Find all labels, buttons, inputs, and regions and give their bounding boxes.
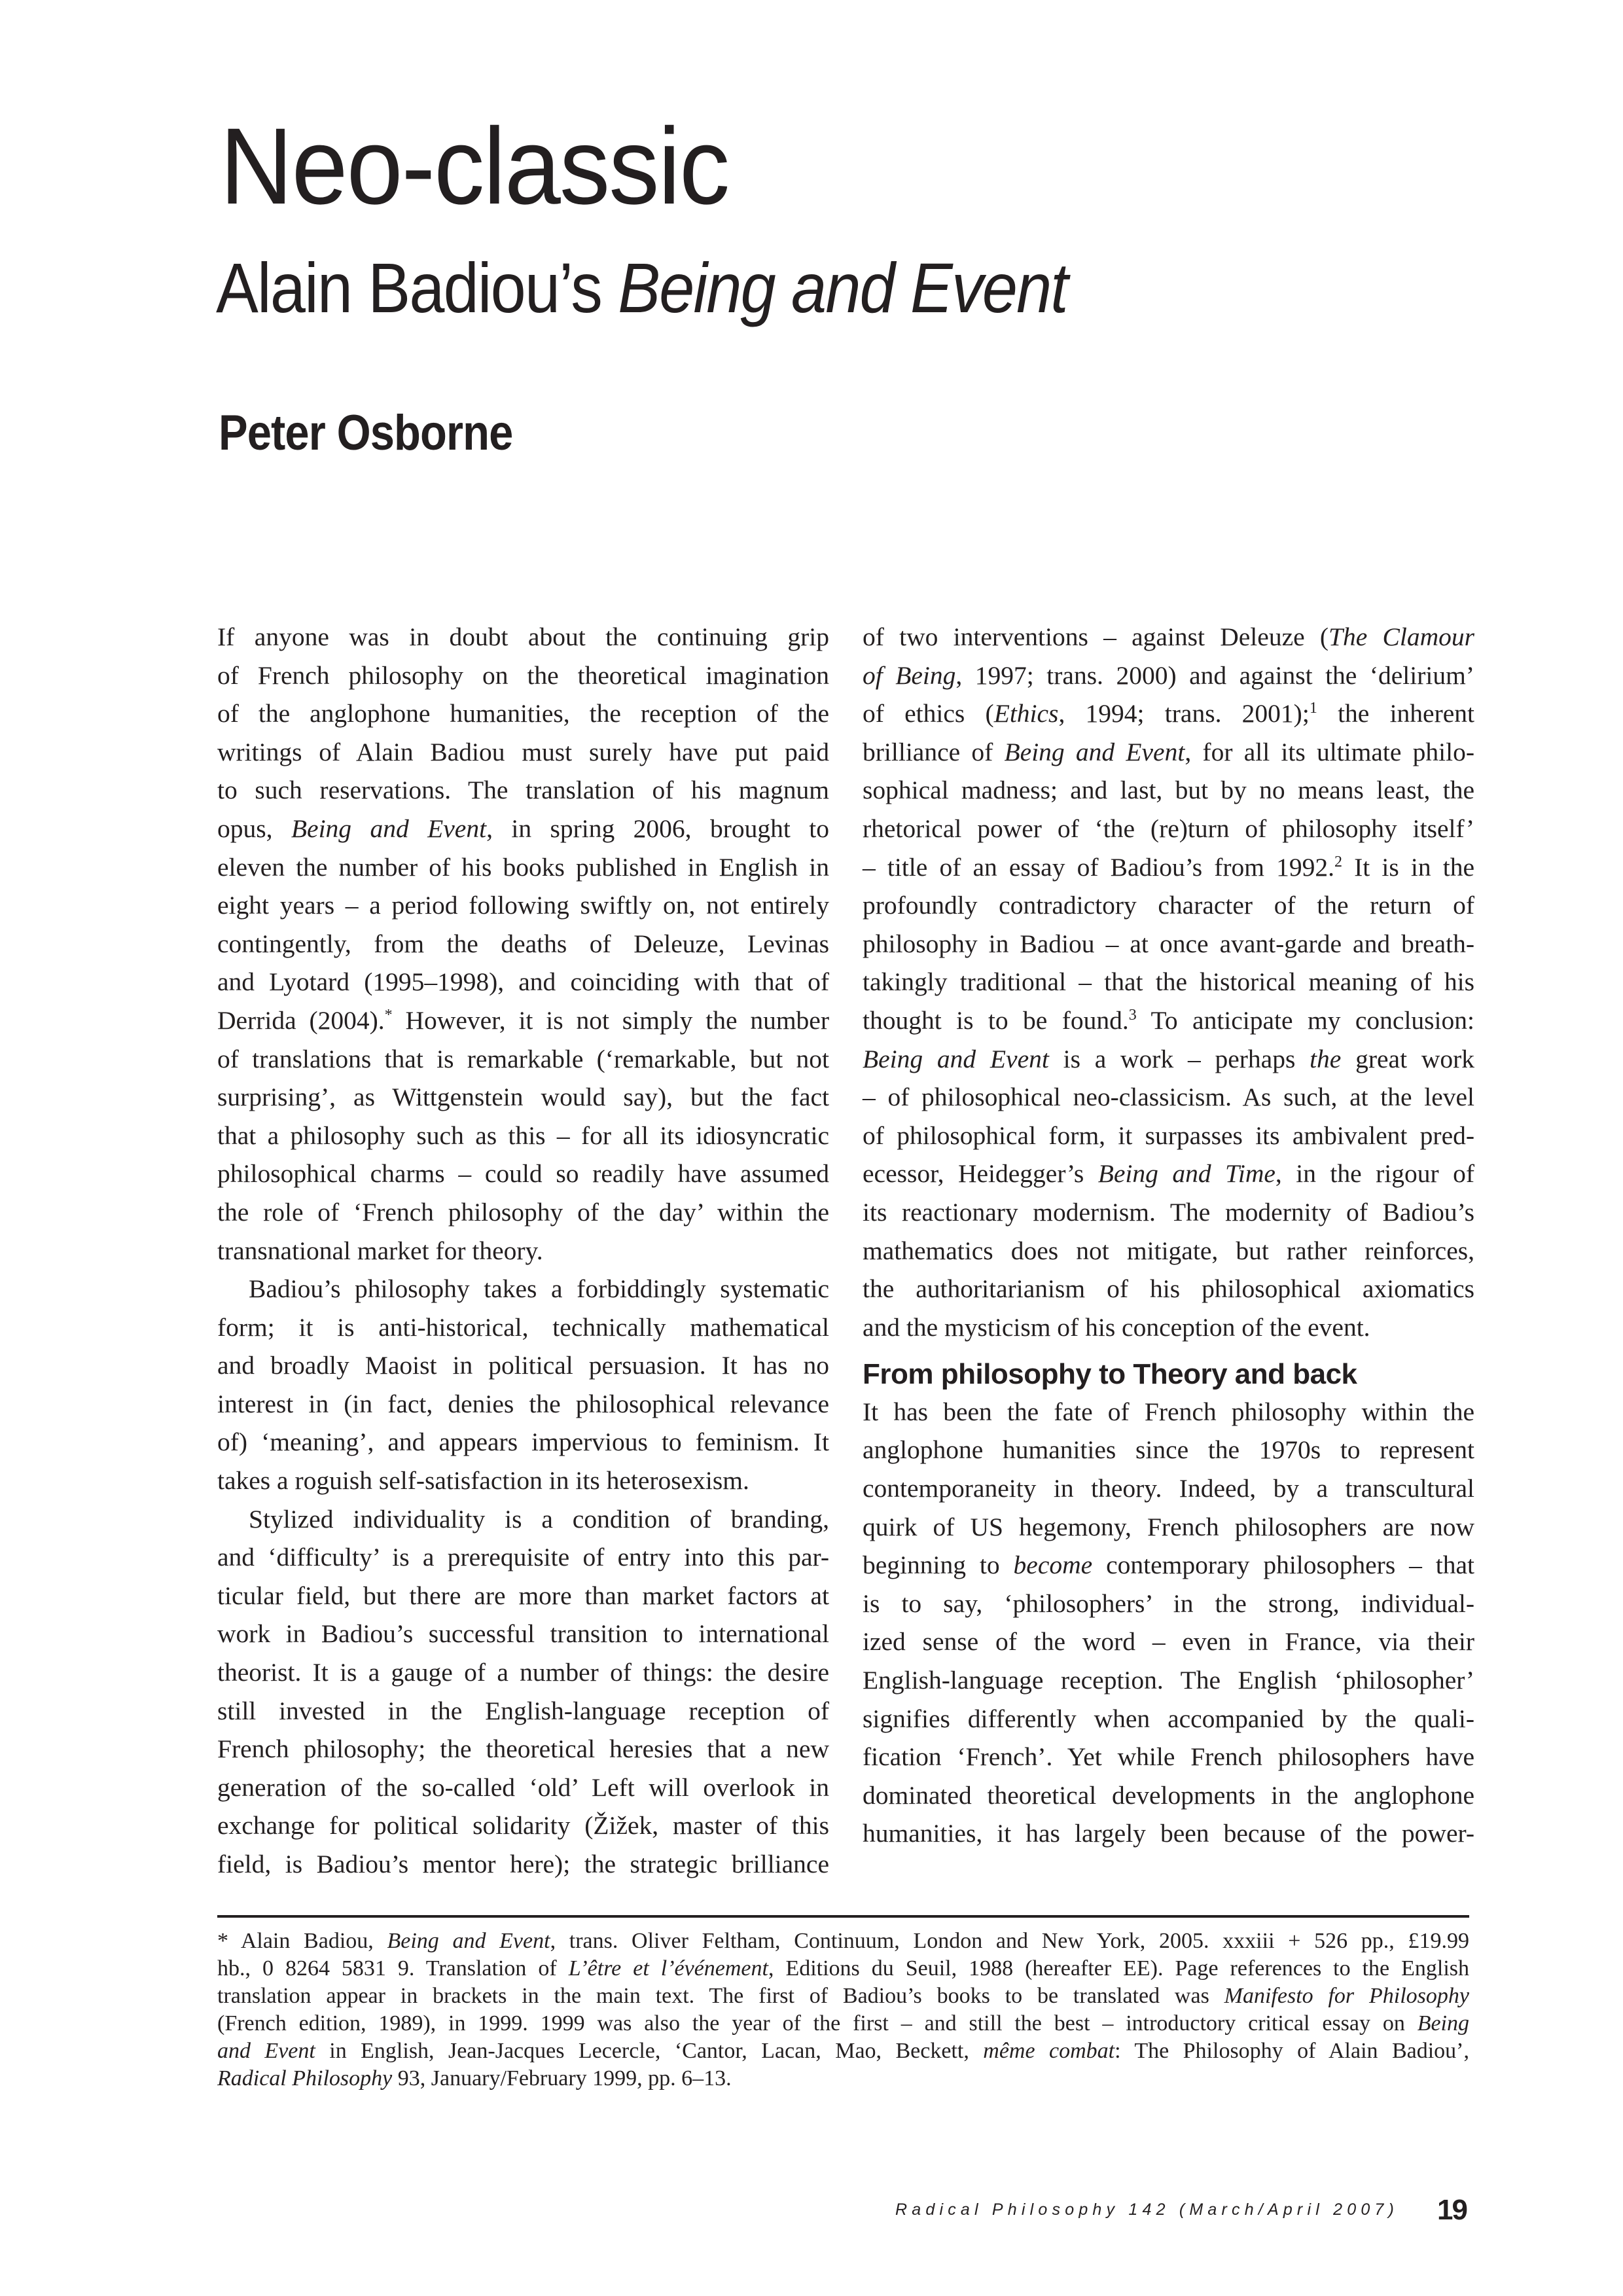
text-run: (French edition, 1989), in 1999. 1999 was also the year of the first – and still the best – introductory critical essay on xyxy=(217,2011,1418,2036)
text-line xyxy=(863,694,1474,733)
text-line xyxy=(217,1117,829,1155)
text-run: profoundly contradictory character of the return of xyxy=(863,891,1474,920)
text-run: contemporaneity in theory. Indeed, by a transcultural xyxy=(863,1474,1474,1503)
text-run: interest in (in fact, denies the philosophical relevance xyxy=(217,1389,829,1418)
article-title: Neo-classic xyxy=(220,106,729,227)
text-run: French philosophy; the theoretical heresies that a new xyxy=(217,1734,829,1764)
text-line xyxy=(217,2037,1469,2065)
text-line xyxy=(863,618,1474,656)
text-line xyxy=(217,1423,829,1462)
text-line xyxy=(217,1768,829,1807)
text-line xyxy=(217,2010,1469,2037)
italic-text: Being and Event xyxy=(291,814,487,843)
text-run: of philosophical form, it surpasses its ambivalent pred- xyxy=(863,1121,1474,1150)
text-run: and the mysticism of his conception of the event. xyxy=(863,1312,1370,1342)
text-run: theorist. It is a gauge of a number of things: the desire xyxy=(217,1658,829,1687)
text-line xyxy=(217,1155,829,1193)
text-run: and Lyotard (1995–1998), and coinciding with that of xyxy=(217,967,829,997)
text-run: , trans. Oliver Feltham, Continuum, London and New York, 2005. xxxiii + 526 pp., £19.99 xyxy=(550,1929,1469,1953)
text-line xyxy=(217,1806,829,1845)
text-line xyxy=(863,1546,1474,1585)
text-line xyxy=(217,1538,829,1577)
text-run: Stylized individuality is a condition of branding, xyxy=(249,1504,829,1534)
text-line xyxy=(217,925,829,963)
text-line xyxy=(863,1393,1474,1431)
text-line xyxy=(863,1117,1474,1155)
text-line xyxy=(863,1078,1474,1117)
footnote-reference[interactable]: 2 xyxy=(1334,853,1342,870)
text-line xyxy=(863,1776,1474,1815)
article-subtitle xyxy=(216,249,1067,327)
text-line xyxy=(217,1955,1469,1982)
text-run: takingly traditional – that the historical meaning of his xyxy=(863,967,1474,997)
text-line xyxy=(217,1040,829,1079)
body-column-left xyxy=(217,618,829,1884)
text-run: signifies differently when accompanied by the quali- xyxy=(863,1704,1474,1733)
text-run: It is in the xyxy=(1342,852,1474,882)
text-run: opus, xyxy=(217,814,291,843)
text-run: 93, January/February 1999, pp. 6–13. xyxy=(392,2066,732,2090)
text-run: form; it is anti-historical, technically mathematical xyxy=(217,1312,829,1342)
text-run: and ‘difficulty’ is a prerequisite of entry into this par- xyxy=(217,1543,829,1572)
text-line xyxy=(863,1700,1474,1738)
text-line xyxy=(217,1346,829,1385)
text-run: philosophy in Badiou – at once avant-garde and breath- xyxy=(863,929,1474,958)
text-run: of French philosophy on the theoretical imagination xyxy=(217,660,829,690)
text-line xyxy=(217,1385,829,1424)
text-line xyxy=(217,771,829,810)
text-run: contingently, from the deaths of Deleuze, Levinas xyxy=(217,929,829,958)
text-run: takes a roguish self-satisfaction in its heterosexism. xyxy=(217,1466,749,1496)
text-run: great work xyxy=(1341,1044,1474,1073)
text-run: still invested in the English-language reception of xyxy=(217,1696,829,1725)
subtitle-book-title: Being and Event xyxy=(618,248,1067,327)
author-byline: Peter Osborne xyxy=(219,405,513,461)
text-run: exchange for political solidarity (Žižek, master of this xyxy=(217,1811,829,1840)
text-run: of translations that is remarkable (‘remarkable, but not xyxy=(217,1044,829,1073)
text-line xyxy=(217,2065,1469,2092)
text-line xyxy=(863,848,1474,887)
text-run: : The Philosophy of Alain Badiou’, xyxy=(1115,2039,1470,2063)
text-line xyxy=(217,1232,829,1270)
text-line xyxy=(217,1577,829,1615)
text-run: is a work – perhaps xyxy=(1048,1044,1310,1073)
text-run: , Editions du Seuil, 1988 (hereafter EE). Page references to the English xyxy=(768,1956,1470,1981)
text-line xyxy=(217,886,829,925)
text-run: Derrida (2004). xyxy=(217,1005,385,1035)
text-run: English-language reception. The English ‘philosopher’ xyxy=(863,1666,1474,1695)
text-line xyxy=(217,1462,829,1500)
text-run: surprising’, as Wittgenstein would say), but the fact xyxy=(217,1083,829,1112)
text-line xyxy=(217,656,829,695)
text-run: dominated theoretical developments in the anglophone xyxy=(863,1780,1474,1810)
text-line xyxy=(217,1982,1469,2010)
text-line xyxy=(863,1469,1474,1508)
text-run: work in Badiou’s successful transition to international xyxy=(217,1619,829,1649)
text-line xyxy=(217,963,829,1001)
text-line xyxy=(217,1615,829,1653)
text-run: the authoritarianism of his philosophical axiomatics xyxy=(863,1274,1474,1304)
text-line xyxy=(863,925,1474,963)
running-footer-journal: Radical Philosophy 142 (March/April 2007) xyxy=(895,2200,1399,2219)
italic-text: Radical Philosophy xyxy=(217,2066,393,2090)
text-line xyxy=(217,810,829,848)
text-line xyxy=(217,733,829,772)
subtitle-prefix: Alain Badiou’s xyxy=(216,248,618,327)
footnote-reference[interactable]: * xyxy=(384,1006,393,1024)
text-line xyxy=(863,1308,1474,1347)
text-run: brilliance of xyxy=(863,737,1005,766)
text-run: the inherent xyxy=(1317,699,1474,728)
text-line xyxy=(863,1193,1474,1232)
text-run: It has been the fate of French philosophy within the xyxy=(863,1397,1474,1426)
italic-text: même combat xyxy=(983,2039,1115,2063)
text-run: , in spring 2006, brought to xyxy=(486,814,830,843)
text-run: rhetorical power of ‘the (re)turn of philosophy itself’ xyxy=(863,814,1474,843)
text-run: , 1994; trans. 2001); xyxy=(1058,699,1310,728)
italic-text: L’être et l’événement xyxy=(568,1956,768,1981)
text-line xyxy=(863,810,1474,848)
text-line xyxy=(217,1730,829,1768)
text-run: hb., 0 8264 5831 9. Translation of xyxy=(217,1956,569,1981)
text-line xyxy=(217,1193,829,1232)
text-run: ecessor, Heidegger’s xyxy=(863,1159,1098,1189)
text-run: mathematics does not mitigate, but rather reinforces, xyxy=(863,1236,1474,1265)
italic-text: Manifesto for Philosophy xyxy=(1224,1984,1469,2008)
italic-text: and Event xyxy=(217,2039,315,2063)
text-run: thought is to be found. xyxy=(863,1005,1129,1035)
italic-text: The Clamour xyxy=(1329,622,1474,651)
text-run: – title of an essay of Badiou’s from 1992. xyxy=(863,852,1334,882)
text-run: field, is Badiou’s mentor here); the strategic brilliance xyxy=(217,1850,829,1878)
text-line xyxy=(217,1270,829,1308)
text-line xyxy=(217,1001,829,1040)
body-column-right xyxy=(863,618,1474,1853)
text-run: To anticipate my conclusion: xyxy=(1136,1005,1474,1035)
text-run: ized sense of the word – even in France, via their xyxy=(863,1627,1474,1657)
text-run: writings of Alain Badiou must surely have put paid xyxy=(217,737,829,766)
text-line xyxy=(863,771,1474,810)
text-run: and broadly Maoist in political persuasion. It has no xyxy=(217,1351,829,1380)
text-run: of) ‘meaning’, and appears impervious to feminism. It xyxy=(217,1427,829,1457)
text-line xyxy=(863,963,1474,1001)
text-run: of two interventions – against Deleuze ( xyxy=(863,622,1329,651)
text-line xyxy=(217,1653,829,1692)
italic-text: Being and Event xyxy=(1004,737,1185,766)
text-run: ticular field, but there are more than market factors at xyxy=(217,1581,829,1610)
italic-text: of Being xyxy=(863,660,956,690)
text-line xyxy=(217,1928,1469,1955)
text-run: generation of the so-called ‘old’ Left will overlook in xyxy=(217,1772,829,1802)
text-run: However, it is not simply the number xyxy=(392,1005,829,1035)
text-run: its reactionary modernism. The modernity of Badiou’s xyxy=(863,1197,1474,1227)
text-line xyxy=(863,733,1474,772)
text-line xyxy=(863,1270,1474,1308)
text-run: philosophical charms – could so readily have assumed xyxy=(217,1159,829,1189)
text-run: Badiou’s philosophy takes a forbiddingly systematic xyxy=(249,1274,829,1304)
footnote-reference[interactable]: 1 xyxy=(1309,700,1317,717)
text-run: to such reservations. The translation of his magnum xyxy=(217,776,829,805)
text-run: the role of ‘French philosophy of the day’ within the xyxy=(217,1197,829,1227)
text-line xyxy=(217,848,829,887)
italic-text: the xyxy=(1310,1044,1342,1073)
italic-text: Being and Event xyxy=(863,1044,1049,1073)
text-run: humanities, it has largely been because of the power- xyxy=(863,1819,1474,1848)
text-run: , in the rigour of xyxy=(1275,1159,1474,1189)
text-run: in English, Jean-Jacques Lecercle, ‘Cantor, Lacan, Mao, Beckett, xyxy=(315,2039,984,2063)
page-number: 19 xyxy=(1437,2194,1467,2226)
text-line xyxy=(863,1040,1474,1079)
text-run: of the anglophone humanities, the reception of the xyxy=(217,699,829,728)
text-run: fication ‘French’. Yet while French philosophers have xyxy=(863,1742,1474,1772)
text-line xyxy=(863,1001,1474,1040)
text-run: eight years – a period following swiftly on, not entirely xyxy=(217,891,829,920)
text-run: , for all its ultimate philo- xyxy=(1185,737,1474,766)
text-run: eleven the number of his books published in English in xyxy=(217,852,829,882)
text-line xyxy=(217,618,829,656)
text-line xyxy=(217,694,829,733)
text-line xyxy=(863,1814,1474,1853)
text-line xyxy=(217,1845,829,1884)
text-run: contemporary philosophers – that xyxy=(1092,1551,1474,1580)
text-run: transnational market for theory. xyxy=(217,1236,543,1265)
text-line xyxy=(217,1308,829,1347)
text-line xyxy=(863,1738,1474,1776)
italic-text: Being and Event xyxy=(387,1929,550,1953)
text-run: of ethics ( xyxy=(863,699,994,728)
text-run: , 1997; trans. 2000) and against the ‘delirium’ xyxy=(955,660,1475,690)
text-line xyxy=(863,1623,1474,1661)
text-run: that a philosophy such as this – for all its idiosyncratic xyxy=(217,1121,829,1150)
text-line xyxy=(863,1661,1474,1700)
italic-text: become xyxy=(1013,1551,1093,1580)
text-line xyxy=(217,1078,829,1117)
italic-text: Being and Time xyxy=(1097,1159,1275,1189)
text-line xyxy=(863,1585,1474,1623)
italic-text: Being xyxy=(1417,2011,1469,2036)
text-line xyxy=(863,886,1474,925)
italic-text: Ethics xyxy=(993,699,1059,728)
footnote-reference[interactable]: 3 xyxy=(1128,1006,1137,1024)
text-run: * Alain Badiou, xyxy=(217,1929,387,1953)
text-run: – of philosophical neo-classicism. As such, at the level xyxy=(863,1083,1474,1112)
text-line xyxy=(217,1500,829,1539)
text-run: anglophone humanities since the 1970s to represent xyxy=(863,1435,1474,1465)
footnote-divider xyxy=(217,1915,1469,1918)
text-line xyxy=(863,1155,1474,1193)
text-line xyxy=(863,656,1474,695)
text-run: sophical madness; and last, but by no means least, the xyxy=(863,776,1474,805)
text-line xyxy=(217,1692,829,1731)
text-run: translation appear in brackets in the main text. The first of Badiou’s books to be translated was xyxy=(217,1984,1224,2008)
text-run: If anyone was in doubt about the continuing grip xyxy=(217,622,829,651)
text-line xyxy=(863,1431,1474,1469)
footnote xyxy=(217,1928,1469,2092)
text-line xyxy=(863,1232,1474,1270)
text-run: beginning to xyxy=(863,1551,1014,1580)
text-line xyxy=(863,1508,1474,1547)
text-run: quirk of US hegemony, French philosophers are now xyxy=(863,1512,1474,1541)
section-heading: From philosophy to Theory and back xyxy=(863,1358,1357,1391)
text-run: is to say, ‘philosophers’ in the strong, individual- xyxy=(863,1588,1474,1618)
